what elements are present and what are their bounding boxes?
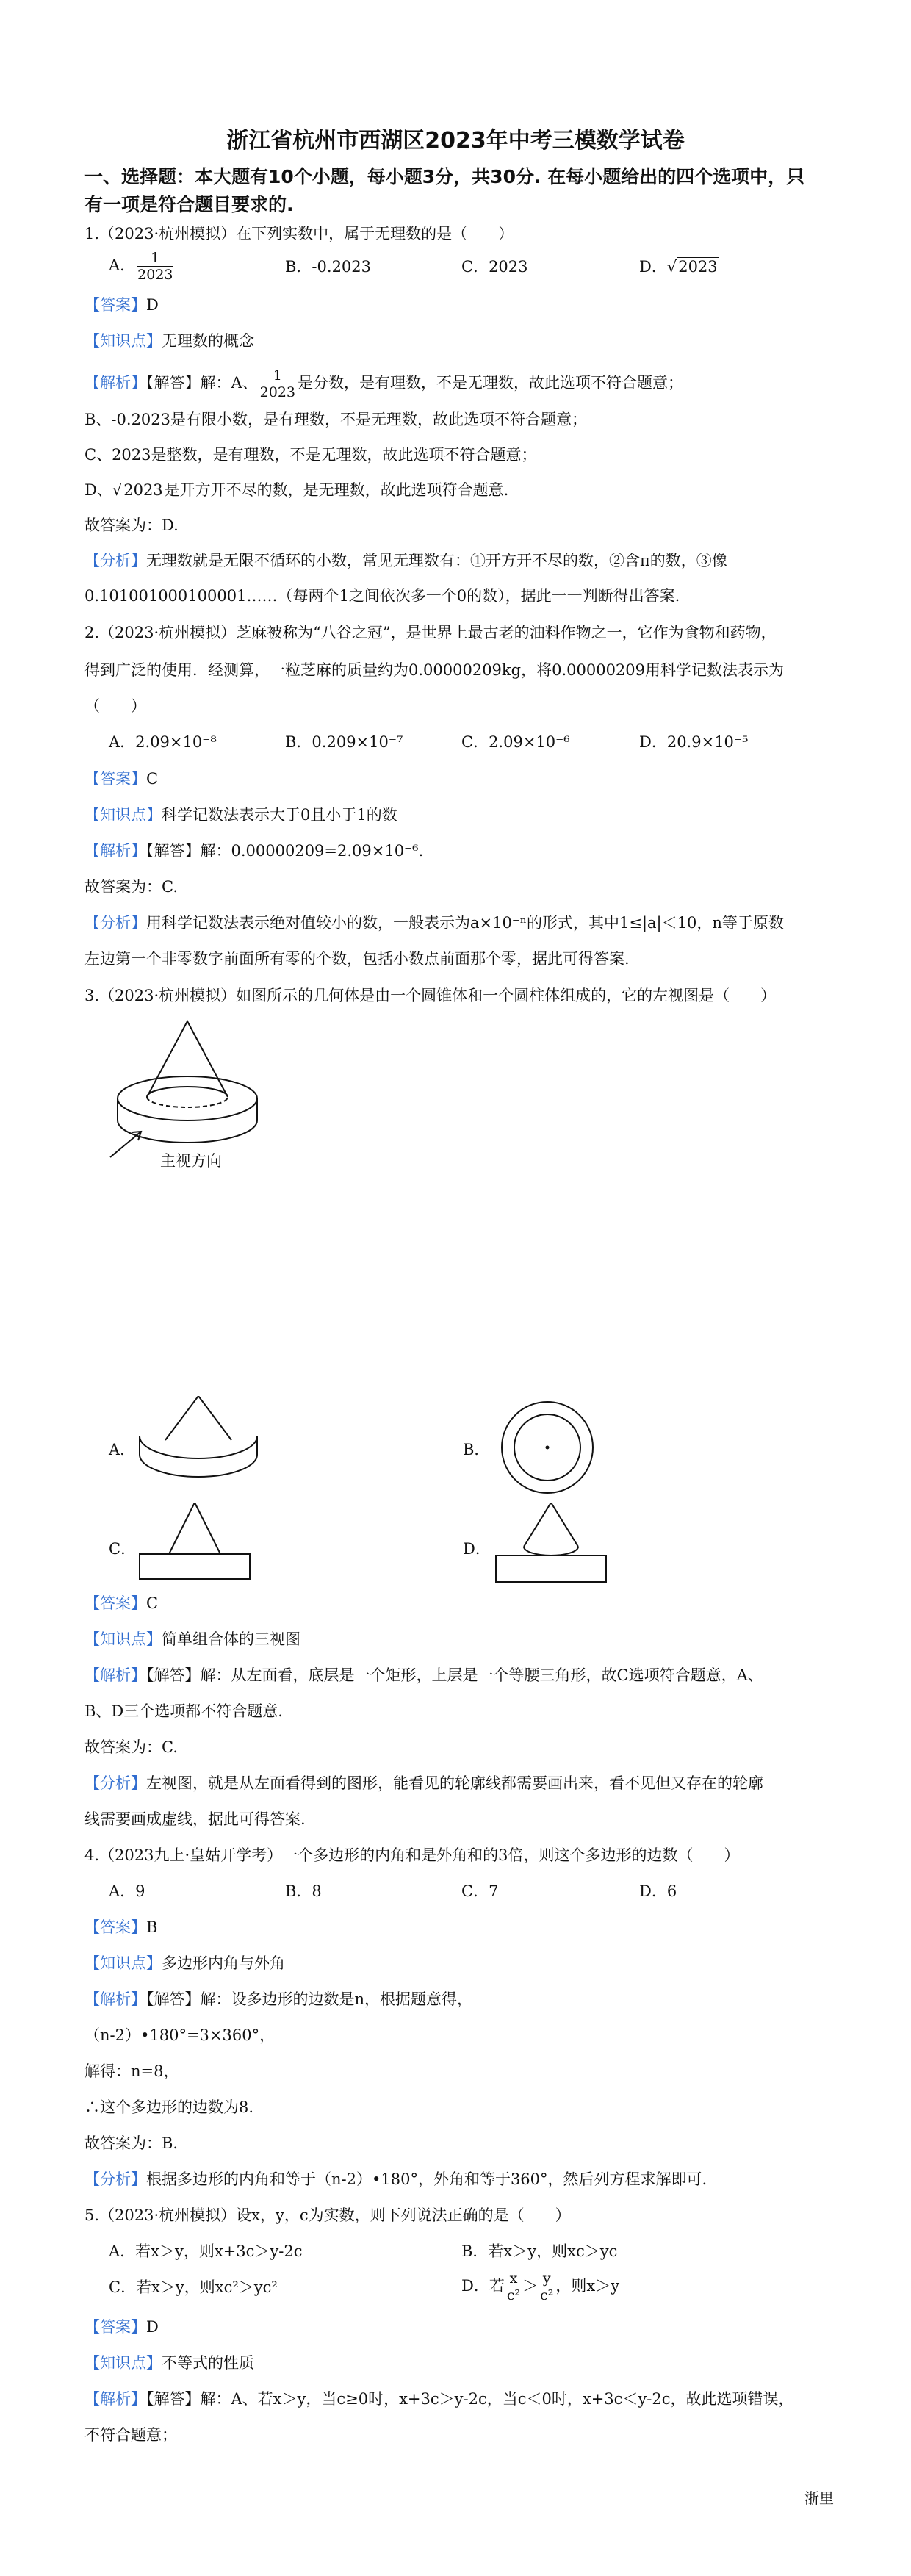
q3-option-b-label: B． bbox=[463, 1441, 490, 1458]
q3-solid-figure bbox=[96, 1010, 331, 1165]
q5-answer: 【答案】D bbox=[84, 2318, 159, 2336]
q2-stem-line1: 2.（2023·杭州模拟）芝麻被称为“八谷之冠”，是世界上最古老的油料作物之一，它作为食物和药物， bbox=[84, 624, 777, 641]
q4-stem: 4.（2023九上·皇姑开学考）一个多边形的内角和是外角和的3倍，则这个多边形的边数（ ） bbox=[84, 1846, 740, 1864]
q5-knowledge-point: 【知识点】不等式的性质 bbox=[84, 2354, 254, 2372]
q3-summary-line1: 【分析】左视图，就是从左面看得到的图形，能看见的轮廓线都需要画出来，看不见但又存在的轮廓 bbox=[84, 1774, 763, 1792]
q3-solution-line1: 【解析】【解答】解：从左面看，底层是一个矩形，上层是一个等腰三角形，故C选项符合题意，A、 bbox=[84, 1666, 763, 1684]
q3-solution-line3: 故答案为：C. bbox=[84, 1738, 178, 1756]
q2-option-d: D．20.9×10⁻⁵ bbox=[639, 733, 749, 751]
q5-option-c: C．若x＞y，则xc²＞yc² bbox=[109, 2278, 278, 2296]
q3-option-a-figure bbox=[132, 1396, 264, 1499]
q2-solution-line2: 故答案为：C. bbox=[84, 878, 178, 896]
cone-base-hidden bbox=[147, 1097, 228, 1107]
q2-option-b: B．0.209×10⁻⁷ bbox=[285, 733, 403, 751]
q4-solution-line4: ∴这个多边形的边数为8. bbox=[84, 2098, 254, 2116]
q5-solution-line1: 【解析】【解答】解：A、若x＞y，当c≥0时，x+3c＞y-2c，当c＜0时，x+3c＜y-2c，故此选项错误， bbox=[84, 2390, 794, 2408]
q4-solution-line5: 故答案为：B. bbox=[84, 2134, 179, 2152]
q4-solution-line3: 解得：n=8， bbox=[84, 2062, 179, 2080]
q1-summary-line1: 【分析】无理数就是无限不循环的小数，常见无理数有：①开方开不尽的数，②含π的数，③像 bbox=[84, 552, 727, 569]
q1-option-d: D．√2023 bbox=[639, 258, 718, 276]
q4-knowledge-point: 【知识点】多边形内角与外角 bbox=[84, 1954, 285, 1972]
q3-option-c-label: C． bbox=[109, 1540, 137, 1558]
q1-solution-line2: B、-0.2023是有限小数，是有理数，不是无理数，故此选项不符合题意； bbox=[84, 411, 588, 428]
q3-option-a-label: A． bbox=[109, 1441, 136, 1458]
cone-base-front bbox=[147, 1087, 228, 1097]
q1-option-a: A． $\frac{1}{2023}$ bbox=[109, 250, 173, 283]
q2-knowledge-point: 【知识点】科学记数法表示大于0且小于1的数 bbox=[84, 806, 397, 824]
q2-solution-line1: 【解析】【解答】解：0.00000209=2.09×10⁻⁶. bbox=[84, 842, 424, 860]
q1-option-c: C．2023 bbox=[461, 258, 528, 276]
view-direction-arrow bbox=[110, 1132, 141, 1157]
q3-option-d-figure bbox=[489, 1503, 613, 1598]
q3-option-c-figure bbox=[132, 1503, 257, 1598]
q2-stem-line2: 得到广泛的使用．经测算，一粒芝麻的质量约为0.00000209kg，将0.00000209用科学记数法表示为 bbox=[84, 661, 785, 679]
q4-solution-line2: （n-2）•180°=3×360°， bbox=[84, 2026, 276, 2044]
q4-option-c: C．7 bbox=[461, 1882, 499, 1900]
q1-answer: 【答案】D bbox=[84, 296, 159, 314]
q1-knowledge-point: 【知识点】无理数的概念 bbox=[84, 332, 254, 350]
q1-solution-line1: 【解析】【解答】解：A、 $\frac{1}{2023}$ 是分数，是有理数，不是无理数，故此选项不符合题意； bbox=[84, 367, 684, 400]
q5-stem: 5.（2023·杭州模拟）设x，y，c为实数，则下列说法正确的是（ ） bbox=[84, 2206, 571, 2224]
cone-sides bbox=[147, 1021, 228, 1097]
page-footer: 浙里 bbox=[804, 2489, 834, 2507]
q2-stem-line3: （ ） bbox=[84, 697, 146, 715]
q2-option-a: A．2.09×10⁻⁸ bbox=[109, 733, 217, 751]
q4-option-b: B．8 bbox=[285, 1882, 322, 1900]
q3-answer: 【答案】C bbox=[84, 1594, 159, 1612]
page-title: 浙江省杭州市西湖区2023年中考三模数学试卷 bbox=[226, 128, 685, 154]
section-heading-line1: 一、选择题：本大题有10个小题，每小题3分，共30分. 在每小题给出的四个选项中，只 bbox=[84, 166, 805, 187]
q1-solution-line4: D、√2023是开方开不尽的数，是无理数，故此选项符合题意. bbox=[84, 481, 509, 499]
q4-answer: 【答案】B bbox=[84, 1918, 158, 1936]
q4-solution-line1: 【解析】【解答】解：设多边形的边数是n，根据题意得， bbox=[84, 1990, 473, 2008]
q3-knowledge-point: 【知识点】简单组合体的三视图 bbox=[84, 1630, 300, 1648]
q2-summary-line1: 【分析】用科学记数法表示绝对值较小的数，一般表示为a×10⁻ⁿ的形式，其中1≤|a|＜10，n等于原数 bbox=[84, 914, 784, 932]
q1-solution-line3: C、2023是整数，是有理数，不是无理数，故此选项不符合题意； bbox=[84, 446, 537, 464]
q2-answer: 【答案】C bbox=[84, 770, 159, 788]
q2-summary-line2: 左边第一个非零数字前面所有零的个数，包括小数点前面那个零，据此可得答案. bbox=[84, 950, 630, 968]
q1-stem: 1.（2023·杭州模拟）在下列实数中，属于无理数的是（ ） bbox=[84, 225, 514, 242]
q1-solution-line5: 故答案为：D. bbox=[84, 517, 179, 534]
q1-summary-line2: 0.101001000100001……（每两个1之间依次多一个0的数），据此一一判断得出答案. bbox=[84, 587, 680, 605]
q5-option-d: D．若 $\frac{x}{\text{c²}}$ ＞ $\frac{y}{\text{c²}}$ ，则x＞y bbox=[461, 2270, 620, 2303]
q3-view-label: 主视方向 bbox=[160, 1152, 222, 1170]
q1-option-b: B．-0.2023 bbox=[285, 258, 372, 276]
q4-option-d: D．6 bbox=[639, 1882, 677, 1900]
q3-summary-line2: 线需要画成虚线，据此可得答案. bbox=[84, 1810, 306, 1828]
q3-stem: 3.（2023·杭州模拟）如图所示的几何体是由一个圆锥体和一个圆柱体组成的，它的左视图是（ ） bbox=[84, 987, 777, 1004]
q5-solution-line2: 不符合题意； bbox=[84, 2426, 177, 2444]
q3-option-d-label: D． bbox=[463, 1540, 491, 1558]
q4-summary-line1: 【分析】根据多边形的内角和等于（n-2）•180°，外角和等于360°，然后列方程求解即可. bbox=[84, 2170, 707, 2188]
q2-option-c: C．2.09×10⁻⁶ bbox=[461, 733, 570, 751]
q3-option-b-figure bbox=[492, 1400, 602, 1495]
q5-option-a: A．若x＞y，则x+3c＞y-2c bbox=[109, 2242, 303, 2260]
q4-option-a: A．9 bbox=[109, 1882, 145, 1900]
q5-option-b: B．若x＞y，则xc＞yc bbox=[461, 2242, 618, 2260]
q3-solution-line2: B、D三个选项都不符合题意. bbox=[84, 1702, 283, 1720]
cylinder-top-ellipse bbox=[118, 1076, 257, 1120]
section-heading-line2: 有一项是符合题目要求的. bbox=[84, 194, 294, 215]
